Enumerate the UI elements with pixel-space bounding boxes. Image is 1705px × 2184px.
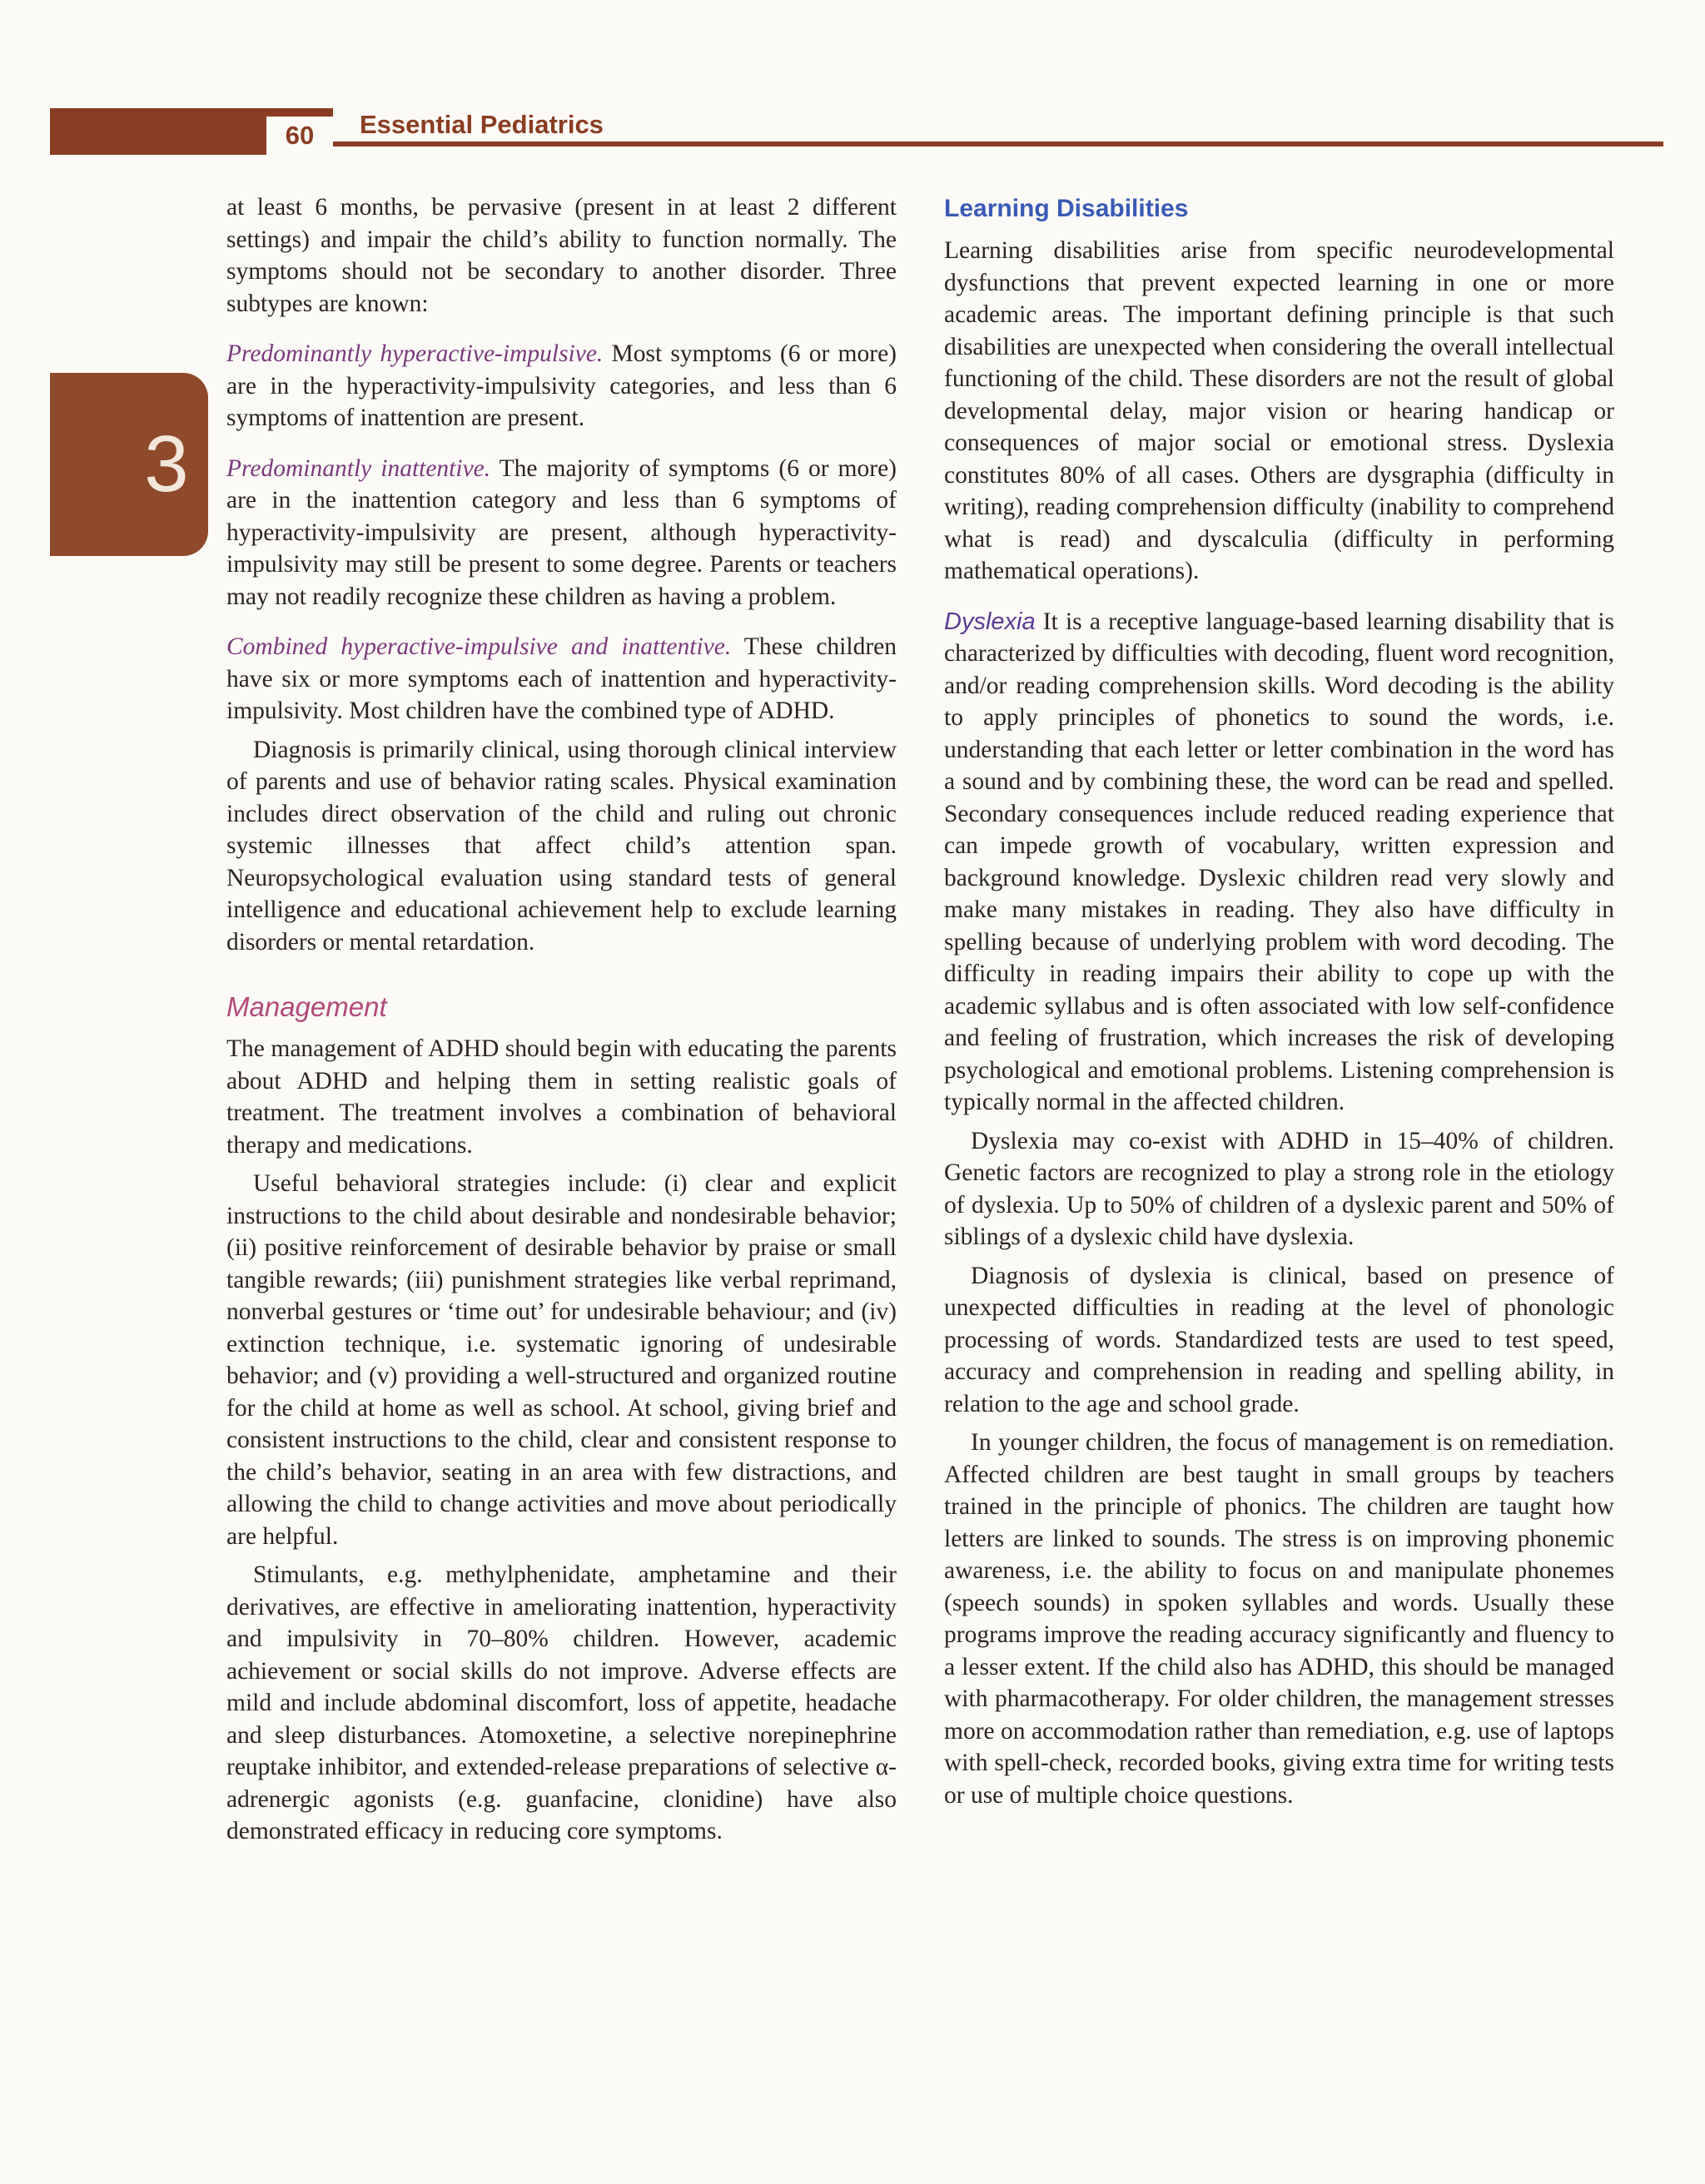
chapter-tab xyxy=(50,373,208,556)
paragraph-text: The majority of symptoms (6 or more) are in the inattention category and less than 6 symptoms of hyperactivity-impulsivity are present, although hyperactivity-impulsivity may still be present to some degree. Parents or teachers may not readily recognize these children as having a problem. xyxy=(226,454,897,610)
subheading-dyslexia: Dyslexia xyxy=(944,608,1036,635)
paragraph xyxy=(226,453,897,613)
paragraph xyxy=(944,606,1614,1119)
paragraph: at least 6 months, be pervasive (present in at least 2 different settings) and impair the child’s ability to function normally. The symptoms should not be secondary to another disorder. Three subtypes are known: xyxy=(226,194,897,317)
lead-in-heading: Predominantly inattentive. xyxy=(226,454,491,482)
right-column xyxy=(944,191,1614,1811)
chapter-number: 3 xyxy=(144,419,189,509)
paragraph: The management of ADHD should begin with educating the parents about ADHD and helping them in setting realistic goals of treatment. The treatment involves a combination of behavioral therapy and medications. xyxy=(226,1035,897,1159)
paragraph: Learning disabilities arise from specific neurodevelopmental dysfunctions that prevent expected learning in one or more academic areas. The important defining principle is that such disabilities are unexpected when considering the overall intellectual functioning of the child. These disorders are not the result of global developmental delay, major vision or hearing handicap or consequences of major social or emotional stress. Dyslexia constitutes 80% of all cases. Others are dysgraphia (difficulty in writing), reading comprehension difficulty (inability to comprehend what is read) and dyscalculia (difficulty in performing mathematical operations). xyxy=(944,237,1614,584)
header-rule xyxy=(333,141,1663,146)
book-title: Essential Pediatrics xyxy=(360,110,604,139)
page-number: 60 xyxy=(266,117,333,155)
paragraph: Dyslexia may co-exist with ADHD in 15–40% of children. Genetic factors are recognized to play a strong role in the etiology of dyslexia. Up to 50% of children of a dyslexic parent and 50% of siblings of a dyslexic child have dyslexia. xyxy=(944,1127,1614,1250)
section-heading-learning-disabilities: Learning Disabilities xyxy=(944,195,1189,222)
paragraph xyxy=(226,338,897,434)
paragraph-text: These children have six or more symptoms each of inattention and hyperactivity-impulsivity. Most children have the combined type of ADHD. xyxy=(226,633,897,724)
paragraph: Stimulants, e.g. methylphenidate, amphetamine and their derivatives, are effective in ameliorating inattention, hyperactivity and impulsivity in 70–80% children. However, academic achievement or social skills do not improve. Adverse effects are mild and include abdominal discomfort, loss of appetite, headache and sleep disturbances. Atomoxetine, a selective norepinephrine reuptake inhibitor, and extended-release preparations of selective α-adrenergic agonists (e.g. guanfacine, clonidine) have also demonstrated efficacy in reducing core symptoms. xyxy=(226,1561,897,1844)
paragraph-text: Most symptoms (6 or more) are in the hyperactivity-impulsivity categories, and less than 6 symptoms of inattention are present. xyxy=(226,340,897,431)
left-column xyxy=(226,191,897,1848)
paragraph: Useful behavioral strategies include: (i) clear and explicit instructions to the child about desirable and nondesirable behavior; (ii) positive reinforcement of desirable behavior by praise or small tangible rewards; (iii) punishment strategies like verbal reprimand, nonverbal gestures or ‘time out’ for undesirable behaviour; and (iv) extinction technique, i.e. systematic ignoring of undesirable behavior; and (v) providing a well-structured and organized routine for the child at home as well as school. At school, giving brief and consistent instructions to the child, clear and consistent response to the child’s behavior, seating in an area with few distractions, and allowing the child to change activities and move about periodically are helpful. xyxy=(226,1170,897,1550)
section-heading-management: Management xyxy=(226,991,387,1022)
paragraph: Diagnosis of dyslexia is clinical, based on presence of unexpected difficulties in reading at the level of phonologic processing of words. Standardized tests are used to test speed, accuracy and comprehension in reading and spelling ability, in relation to the age and school grade. xyxy=(944,1262,1614,1417)
paragraph: In younger children, the focus of management is on remediation. Affected children are best taught in small groups by teachers trained in the principle of phonics. The children are taught how letters are linked to sounds. The stress is on improving phonemic awareness, i.e. the ability to focus on and manipulate phonemes (speech sounds) in spoken syllables and words. Usually these programs improve the reading accuracy significantly and fluency to a lesser extent. If the child also has ADHD, this should be managed with pharmacotherapy. For older children, the management stresses more on accommodation rather than remediation, e.g. use of laptops with spell-check, recorded books, giving extra time for writing tests or use of multiple choice questions. xyxy=(944,1429,1614,1809)
paragraph xyxy=(226,631,897,727)
paragraph: Diagnosis is primarily clinical, using thorough clinical interview of parents and use of behavior rating scales. Physical examination includes direct observation of the child and ruling out chronic systemic illnesses that affect child’s attention span. Neuropsychological evaluation using standard tests of general intelligence and educational achievement help to exclude learning disorders or mental retardation. xyxy=(226,736,897,956)
lead-in-heading: Predominantly hyperactive-impulsive. xyxy=(226,340,604,367)
paragraph-text: It is a receptive language-based learning disability that is characterized by difficulties with decoding, fluent word recognition, and/or reading comprehension skills. Word decoding is the ability to apply principles of phonetics to sound the words, i.e. understanding that each letter or letter combination in the word has a sound and by combining these, the word can be read and spelled. Secondary consequences include reduced reading experience that can impede growth of vocabulary, written expression and background knowledge. Dyslexic children read very slowly and make many mistakes in reading. They also have difficulty in spelling because of underlying problem with word decoding. The difficulty in reading impairs their ability to cope up with the academic syllabus and is often associated with low self-confidence and feeling of frustration, which increases the risk of developing psychological and emotional problems. Listening comprehension is typically normal in the affected children. xyxy=(944,608,1614,1115)
lead-in-heading: Combined hyperactive-impulsive and inattentive. xyxy=(226,633,732,660)
